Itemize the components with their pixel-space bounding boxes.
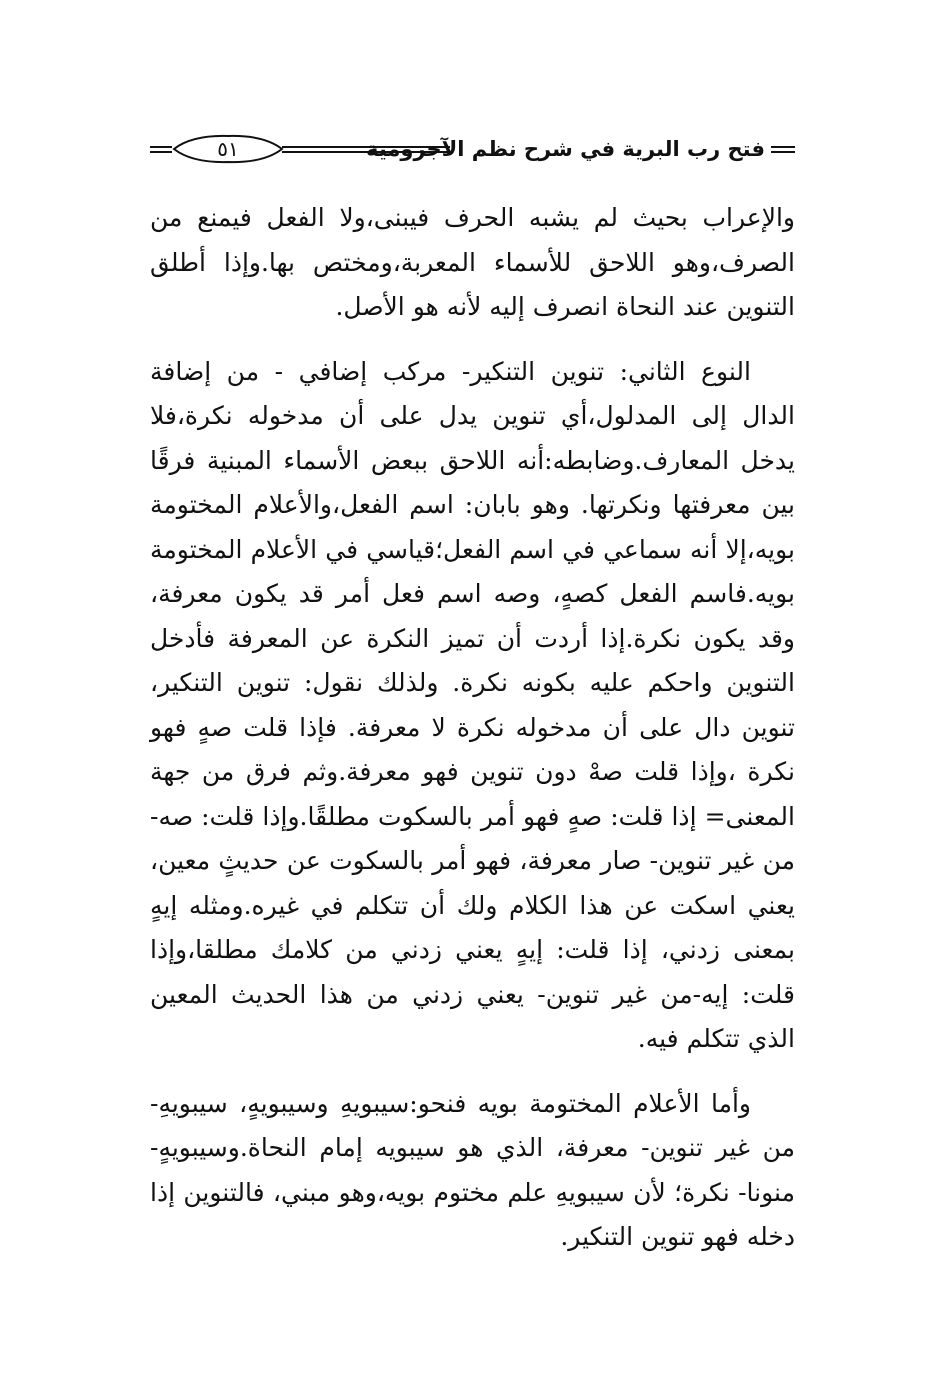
running-header xyxy=(150,128,795,174)
header-rule-right xyxy=(771,146,795,153)
paragraph-2: النوع الثاني: تنوين التنكير- مركب إضافي - من إضافة الدال إلى المدلول،أي تنوين يدل على أن مدخوله نكرة،فلا يدخل المعارف.وضابطه:أنه اللاحق ببعض الأسماء المبنية فرقًا بين معرفتها ونكرتها. وهو بابان: اسم الفعل،والأعلام المختومة بويه،إلا أنه سماعي في اسم الفعل؛قياسي في الأعلام المختومة بويه.فاسم الفعل كصهٍ، وصه اسم فعل أمر قد يكون معرفة، وقد يكون نكرة.إذا أردت أن تميز النكرة عن المعرفة فأدخل التنوين واحكم عليه بكونه نكرة. ولذلك نقول: تنوين التنكير، تنوين دال على أن مدخوله نكرة لا معرفة. فإذا قلت صهٍ فهو نكرة ،وإذا قلت صهْ دون تنوين فهو معرفة.وثم فرق من جهة المعنى= إذا قلت: صهٍ فهو أمر بالسكوت مطلقًا.وإذا قلت: صه-من غير تنوين- صار معرفة، فهو أمر بالسكوت عن حديثٍ معين، يعني اسكت عن هذا الكلام ولك أن تتكلم في غيره.ومثله إيهٍ بمعنى زدني، إذا قلت: إيهٍ يعني زدني من كلامك مطلقا،وإذا قلت: إيه-من غير تنوين- يعني زدني من هذا الحديث المعين الذي تتكلم فيه. xyxy=(150,356,795,1053)
paragraph-1: والإعراب بحيث لم يشبه الحرف فيبنى،ولا الفعل فيمنع من الصرف،وهو اللاحق للأسماء المعربة،ومختص بها.وإذا أطلق التنوين عند النحاة انصرف إليه لأنه هو الأصل. xyxy=(150,203,795,321)
paragraph-3: وأما الأعلام المختومة بويه فنحو:سيبويهِ وسيبويهٍ، سيبويهِ-من غير تنوين- معرفة، الذي هو سيبويه إمام النحاة.وسيبويهٍ-منونا- نكرة؛ لأن سيبويهِ علم مختوم بويه،وهو مبني، فالتنوين إذا دخله فهو تنوين التنكير. xyxy=(150,1088,795,1251)
page-number: ٥١ xyxy=(217,137,239,161)
page-number-badge xyxy=(172,134,284,164)
page-body xyxy=(150,196,795,1260)
header-rule-left xyxy=(150,146,172,153)
book-title: فتح رب البرية في شرح نظم الآجرومية xyxy=(366,137,765,161)
